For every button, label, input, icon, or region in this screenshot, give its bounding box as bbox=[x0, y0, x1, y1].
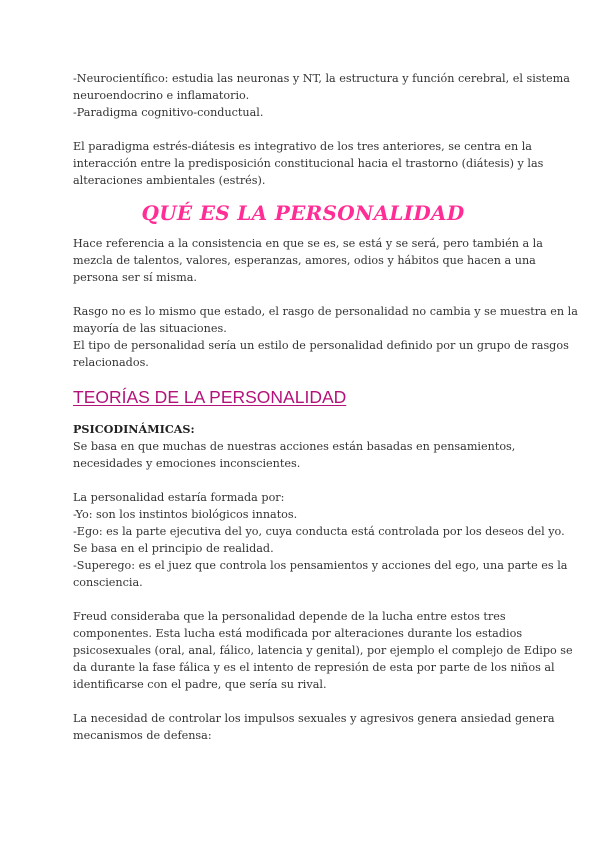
text-line: Hace referencia a la consistencia en que se es, se está y se será, pero también a la bbox=[73, 237, 543, 250]
estres-diatesis-paragraph bbox=[73, 138, 544, 189]
text-line: identificarse con el padre, que sería su rival. bbox=[73, 678, 327, 691]
psicodinamicas-heading: PSICODINÁMICAS: bbox=[73, 422, 195, 436]
text-line: -Neurocientífico: estudia las neuronas y NT, la estructura y función cerebral, el sistema bbox=[73, 72, 570, 85]
text-line: -Superego: es el juez que controla los pensamientos y acciones del ego, una parte es la bbox=[73, 559, 568, 572]
neurocientifico-paragraph bbox=[73, 70, 570, 121]
text-line: La personalidad estaría formada por: bbox=[73, 491, 285, 504]
text-line: Freud consideraba que la personalidad depende de la lucha entre estos tres bbox=[73, 610, 506, 623]
necesidad-paragraph bbox=[73, 710, 555, 744]
freud-paragraph bbox=[73, 608, 573, 693]
formada-paragraph bbox=[73, 489, 568, 591]
text-line: -Ego: es la parte ejecutiva del yo, cuya conducta está controlada por los deseos del yo. bbox=[73, 525, 565, 538]
basa-paragraph bbox=[73, 438, 533, 472]
document-body bbox=[73, 70, 578, 744]
text-line: mecanismos de defensa: bbox=[73, 729, 212, 742]
text-line: alteraciones ambientales (estrés). bbox=[73, 174, 266, 187]
paragraph-gap bbox=[73, 286, 533, 303]
text-line: Se basa en el principio de realidad. bbox=[73, 542, 274, 555]
text-line: relacionados. bbox=[73, 356, 149, 369]
text-line: El paradigma estrés-diátesis es integrativo de los tres anteriores, se centra en la bbox=[73, 140, 532, 153]
paragraph-gap bbox=[73, 472, 533, 489]
text-line: psicosexuales (oral, anal, fálico, latencia y genital), por ejemplo el complejo de Edipo se bbox=[73, 644, 573, 657]
text-line: Se basa en que muchas de nuestras acciones están basadas en pensamientos, bbox=[73, 440, 516, 453]
text-line: persona ser sí misma. bbox=[73, 271, 197, 284]
paragraph-gap bbox=[73, 121, 533, 138]
text-line: interacción entre la predisposición constitucional hacia el trastorno (diátesis) y las bbox=[73, 157, 544, 170]
rasgo-paragraph bbox=[73, 303, 578, 371]
teorias-heading: TEORÍAS DE LA PERSONALIDAD bbox=[73, 387, 347, 407]
text-line: mezcla de talentos, valores, esperanzas, amores, odios y hábitos que hacen a una bbox=[73, 254, 536, 267]
text-line: -Yo: son los instintos biológicos innatos. bbox=[73, 508, 298, 521]
text-line: -Paradigma cognitivo-conductual. bbox=[73, 106, 264, 119]
personalidad-definition-paragraph bbox=[73, 235, 543, 286]
text-line: El tipo de personalidad sería un estilo de personalidad definido por un grupo de rasgos bbox=[73, 339, 569, 352]
text-line: componentes. Esta lucha está modificada por alteraciones durante los estadios bbox=[73, 627, 523, 640]
personalidad-title: QUÉ ES LA PERSONALIDAD bbox=[141, 201, 465, 225]
text-line: da durante la fase fálica y es el intento de represión de esta por parte de los niños al bbox=[73, 661, 555, 674]
text-line: La necesidad de controlar los impulsos sexuales y agresivos genera ansiedad genera bbox=[73, 712, 555, 725]
text-line: Rasgo no es lo mismo que estado, el rasgo de personalidad no cambia y se muestra en la bbox=[73, 305, 578, 318]
text-line: neuroendocrino e inflamatorio. bbox=[73, 89, 250, 102]
text-line: necesidades y emociones inconscientes. bbox=[73, 457, 301, 470]
text-line: mayoría de las situaciones. bbox=[73, 322, 227, 335]
paragraph-gap bbox=[73, 591, 533, 608]
text-line: consciencia. bbox=[73, 576, 143, 589]
paragraph-gap bbox=[73, 693, 533, 710]
